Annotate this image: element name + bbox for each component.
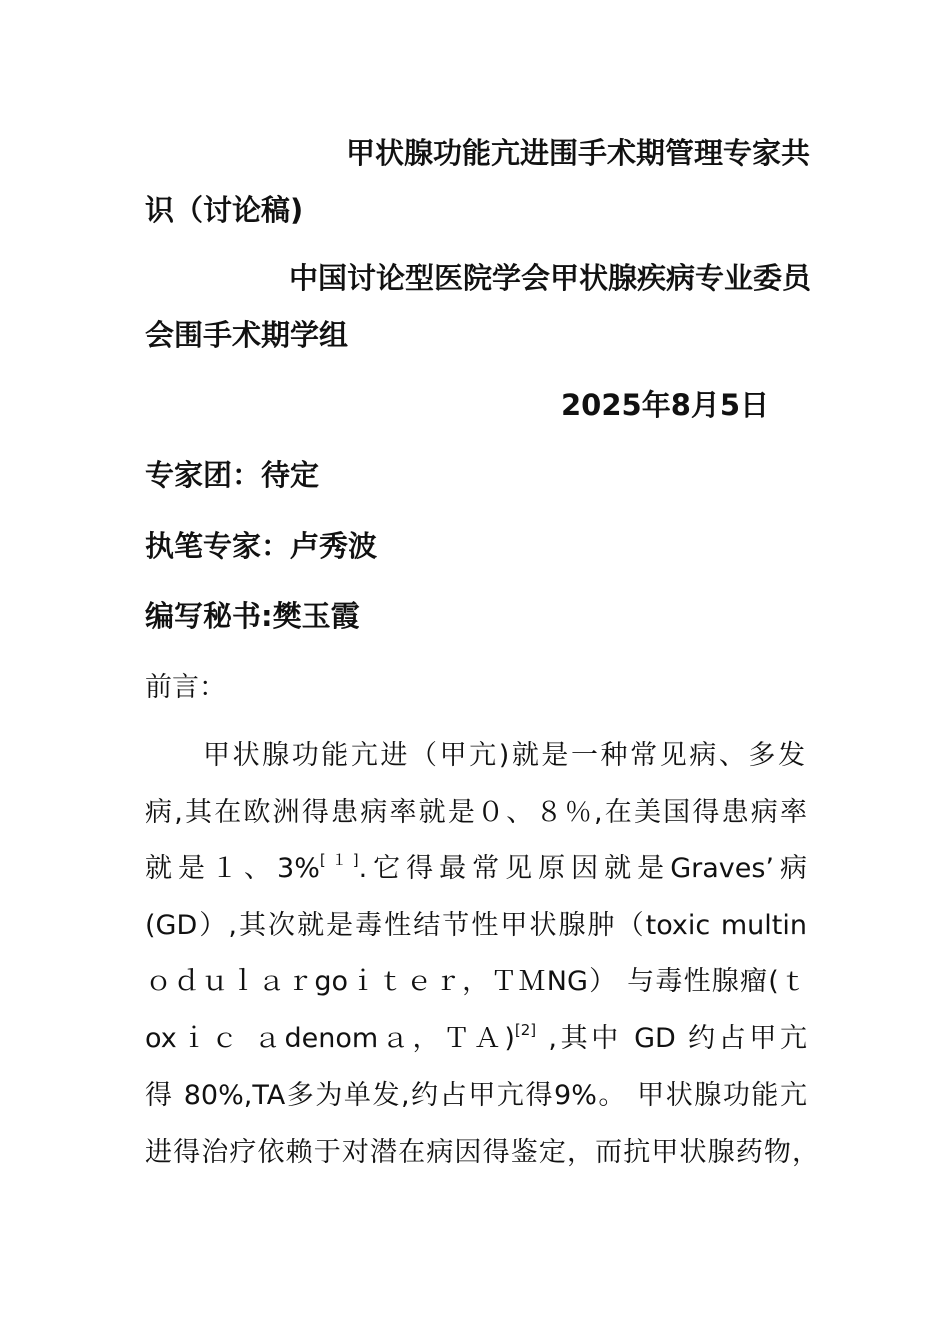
preface-text: ,其中 GD 约占甲亢 xyxy=(536,1023,807,1054)
organization-line1: 中国讨论型医院学会甲状腺疾病专业委员 xyxy=(289,261,812,295)
preface-paragraph-line6 xyxy=(145,1021,807,1054)
preface-heading: 前言： xyxy=(145,672,226,703)
document-title-line2: 识（讨论稿) xyxy=(145,193,304,227)
citation-ref-2: [2] xyxy=(514,1021,537,1039)
document-title-line1: 甲状腺功能亢进围手术期管理专家共 xyxy=(346,136,811,170)
organization-line2: 会围手术期学组 xyxy=(145,318,349,352)
preface-paragraph-line2: 病,其在欧洲得患病率就是０、８％,在美国得患病率 xyxy=(145,797,807,828)
citation-ref-1: [１] xyxy=(319,851,359,869)
preface-text: 就是１、3% xyxy=(145,853,320,884)
preface-paragraph-line4: (GD）,其次就是毒性结节性甲状腺肿（toxic multin xyxy=(145,910,807,941)
preface-paragraph-line8: 进得治疗依赖于对潜在病因得鉴定，而抗甲状腺药物， xyxy=(145,1137,819,1168)
preface-text: .它得最常见原因就是Graves’病 xyxy=(358,853,807,884)
lead-author: 执笔专家：卢秀波 xyxy=(145,529,378,563)
expert-group: 专家团：待定 xyxy=(145,458,320,492)
preface-paragraph-line5: ｏｄｕｌａｒgoｉｔｅｒ，ＴＭNG） 与毒性腺瘤(ｔ xyxy=(145,966,807,997)
preface-paragraph-line3 xyxy=(145,851,807,884)
preface-text: oxｉｃ ａdenomａ，ＴＡ) xyxy=(145,1023,515,1054)
document-date: 2025年8月5日 xyxy=(561,388,770,422)
secretary: 编写秘书:樊玉霞 xyxy=(145,599,360,633)
preface-paragraph-line7: 得 80%,TA多为单发,约占甲亢得9%。 甲状腺功能亢 xyxy=(145,1080,807,1111)
preface-paragraph-line1: 甲状腺功能亢进（甲亢)就是一种常见病、多发 xyxy=(203,740,805,771)
